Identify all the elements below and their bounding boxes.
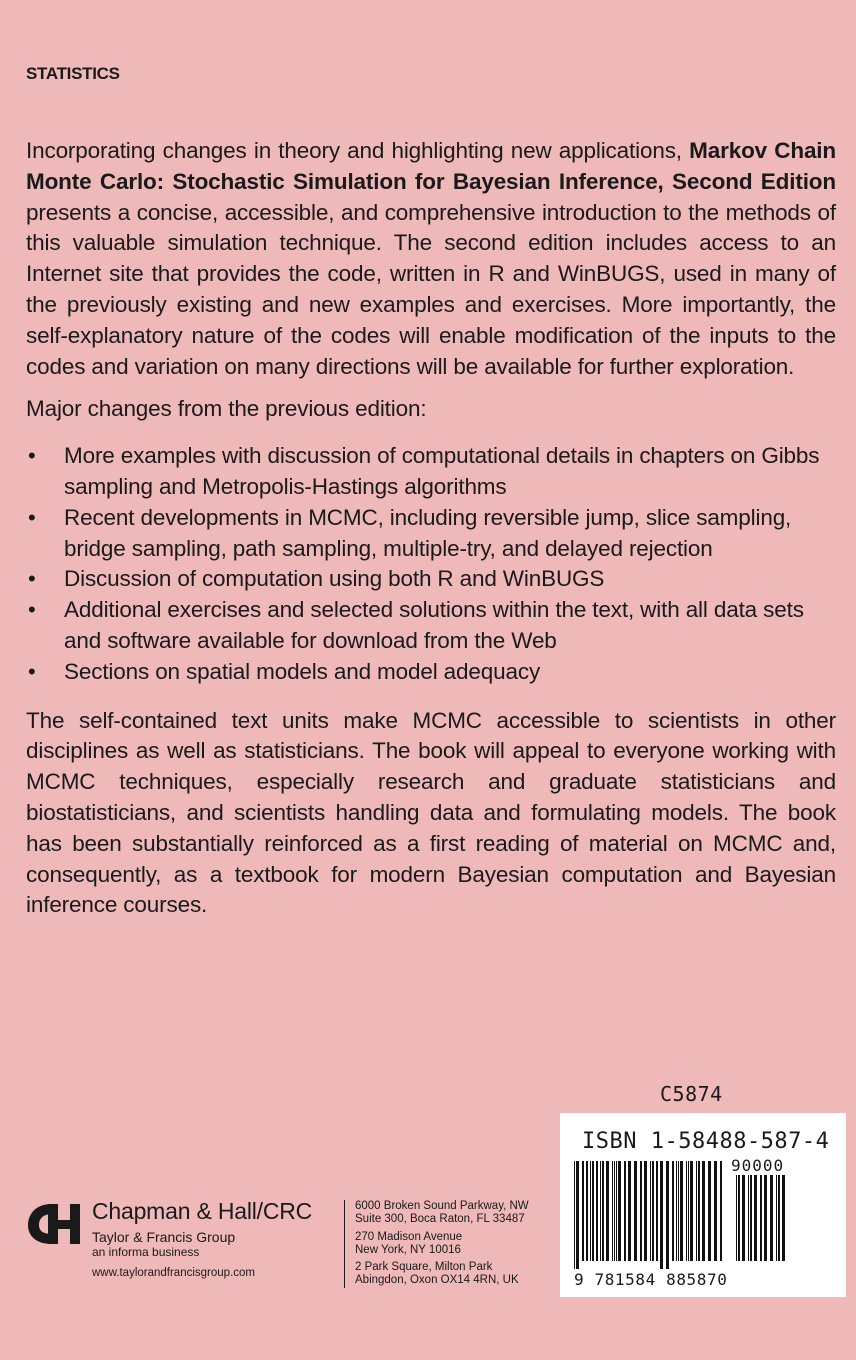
barcode-bar [760,1175,762,1261]
barcode-bar [776,1175,777,1261]
barcode-bar [666,1161,669,1269]
address-abingdon: 2 Park Square, Milton Park Abingdon, Oxon OX14 4RN, UK [355,1261,519,1286]
publisher-tagline: an informa business [92,1245,200,1259]
barcode-bar [678,1161,679,1261]
barcode-bar [576,1161,579,1269]
barcode-bar [736,1175,737,1261]
barcode-bar [592,1161,594,1261]
publisher-name: Chapman & Hall/CRC [92,1198,313,1224]
barcode-bar [770,1175,773,1261]
barcode-bar [596,1161,598,1261]
barcode-bar [676,1161,677,1261]
barcode-bar [708,1161,711,1261]
barcode-bar [720,1161,722,1261]
barcode-bar [600,1161,601,1261]
barcode-bar [628,1161,631,1261]
barcode-bar [686,1161,687,1261]
publisher-url[interactable]: www.taylorandfrancisgroup.com [92,1267,255,1279]
barcode-panel [560,1113,846,1297]
barcode-bar [602,1161,604,1261]
barcode-bar [650,1161,651,1261]
changes-list [26,441,836,687]
barcode-bar [672,1161,674,1261]
list-item: • Sections on spatial models and model adequacy [26,657,836,688]
back-cover-blurb [26,136,836,921]
category-label: STATISTICS [26,64,120,83]
barcode-bar [614,1161,615,1261]
description-paragraph [26,136,836,382]
barcode-bar [660,1161,663,1269]
isbn-text: ISBN 1-58488-587-4 [582,1129,830,1154]
price-addon-number: 90000 [731,1156,785,1175]
publisher-group: Taylor & Francis Group [92,1229,236,1245]
barcode-bar [688,1161,689,1261]
barcode-bar [624,1161,626,1261]
closing-paragraph: The self-contained text units make MCMC accessible to scientists in other disciplines as well as statisticians. The book will appeal to everyone working with MCMC techniques, especially research and graduate statisticians and biostatisticians, and scientists handling data and formulating models. The book has been substantially reinforced as a first reading of material on MCMC and, consequently, as a textbook for modern Bayesian computation and Bayesian inference courses. [26,707,836,918]
barcode-bar [754,1175,757,1261]
barcode-bar [714,1161,717,1261]
description-rest: presents a concise, accessible, and comprehensive introduction to the methods of this valuable simulation technique. The second edition includes access to an Internet site that provides the code, written in R and WinBUGS, used in many of the previously existing and new examples and exercises. More importantly, the self-explanatory nature of the codes will enable modification of the inputs to the codes and variation on many directions will be available for further exploration. [26,199,836,379]
barcode-bar [778,1175,780,1261]
barcode-bar [590,1161,591,1261]
description-lead: Incorporating changes in theory and highlighting new applications, [26,138,690,163]
barcode-bar [582,1161,584,1261]
barcode-bar [742,1175,745,1261]
barcode-bar [652,1161,654,1261]
addon-barcode-icon [736,1175,788,1269]
barcode-bar [644,1161,647,1261]
barcode-bar [656,1161,658,1261]
barcode-bar [738,1175,740,1261]
address-boca-raton: 6000 Broken Sound Parkway, NW Suite 300, Boca Raton, FL 33487 [355,1200,529,1225]
barcode-bar [696,1161,697,1261]
barcode-bar [574,1161,575,1269]
barcode-bar [680,1161,683,1261]
list-item: • More examples with discussion of computational details in chapters on Gibbs sampling and Metropolis-Hastings algorithms [26,441,836,503]
barcode-bar [750,1175,752,1261]
list-item: • Discussion of computation using both R and WinBUGS [26,564,836,595]
ean-number: 9 781584 885870 [574,1270,728,1289]
barcode-bar [606,1161,609,1261]
barcode-bar [616,1161,617,1261]
barcode-bar [612,1161,613,1261]
barcode-bar [690,1161,693,1261]
chapman-hall-logo-icon [26,1198,84,1250]
book-title: Markov Chain Monte Carlo: Stochastic Simulation for Bayesian Inference, Second Edition [26,138,836,194]
list-item: • Recent developments in MCMC, including reversible jump, slice sampling, bridge sampling, path sampling, multiple-try, and delayed rejection [26,503,836,565]
barcode-bar [702,1161,705,1261]
barcode-bar [634,1161,637,1261]
list-item: • Additional exercises and selected solutions within the text, with all data sets and software available for download from the Web [26,595,836,657]
barcode-bar [618,1161,621,1261]
address-divider [344,1200,345,1288]
address-new-york: 270 Madison Avenue New York, NY 10016 [355,1231,463,1256]
barcode-bar [640,1161,642,1261]
barcode-bar [764,1175,767,1261]
catalog-code: C5874 [660,1082,723,1106]
barcode-bar [782,1175,785,1261]
barcode-bar [586,1161,588,1261]
barcode-bar [698,1161,700,1261]
barcode-bar [748,1175,749,1261]
barcode-icon [574,1161,724,1269]
changes-heading: Major changes from the previous edition: [26,396,427,422]
